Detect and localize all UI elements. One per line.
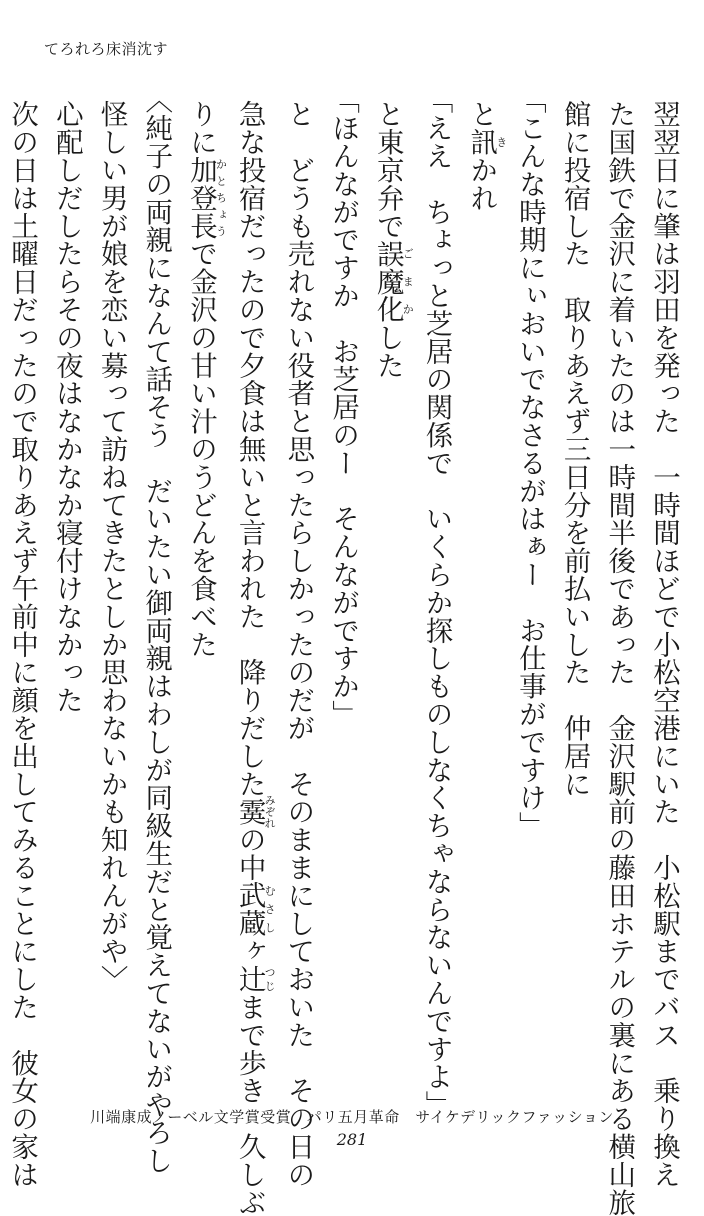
ruby-annotation (371, 295, 415, 324)
text-segment: 館に投宿した 取りあえず三日分を前払いした 仲居に (558, 100, 591, 798)
ruby-base: 訊 (465, 127, 498, 156)
text-segment: 次の日は土曜日だったので取りあえず午前中に顔を出してみることにした 彼女の家は (6, 100, 39, 1189)
text-line (507, 86, 552, 1100)
text-segment: 〈純子の両親になんて話そう だいたい御両親はわしが同級生だと覚えてないがやろし (140, 86, 173, 1175)
text-line (320, 86, 365, 1100)
ruby-base: 辻 (233, 964, 266, 993)
ruby-base: 加登長 (184, 155, 217, 240)
running-head-title: てろれろ床消沈す (44, 40, 169, 58)
ruby-base: 武蔵 (233, 881, 266, 938)
ruby-base: 化 (371, 295, 404, 324)
ruby-reading: き (494, 127, 508, 156)
ruby-reading: つじ (263, 964, 277, 993)
text-segment: した (371, 323, 404, 380)
text-line (227, 100, 277, 1216)
text-segment: と どうも売れない役者と思ったらしかったのだが そのままにしておいた その日の (282, 100, 315, 1189)
ruby-reading: か (401, 295, 415, 324)
text-segment: 心配しだしたらその夜はなかなか寝付けなかった (50, 100, 83, 714)
text-segment: た国鉄で金沢に着いたのは一時間半後であった 金沢駅前の藤田ホテルの裏にある横山旅 (603, 100, 636, 1216)
text-line (597, 100, 642, 1216)
text-line (552, 100, 597, 1100)
ruby-reading: かとちょう (214, 155, 228, 240)
ruby-annotation (371, 239, 415, 296)
text-line (276, 100, 321, 1189)
ruby-annotation (233, 964, 277, 993)
text-segment: ヶ (233, 937, 266, 965)
text-segment: と (465, 100, 498, 128)
text-segment: りに (184, 100, 217, 156)
ruby-base: 誤魔 (371, 239, 404, 296)
text-line (44, 100, 89, 1100)
text-segment: で金沢の甘い汁のうどんを食べた (184, 239, 217, 659)
footer-series-title: 川端康成ノーベル文学賞受賞 パリ五月革命 サイケデリックファッション (90, 1108, 614, 1126)
ruby-reading: ごま (401, 239, 415, 296)
ruby-annotation (465, 127, 508, 156)
text-line (89, 100, 134, 1100)
text-segment: の中 (233, 825, 266, 882)
text-line (134, 86, 179, 1175)
text-line (458, 100, 507, 1100)
text-line (414, 86, 459, 1119)
text-segment: と東京弁で (371, 100, 404, 240)
text-segment: かれ (465, 155, 498, 212)
text-segment: 急な投宿だったので夕食は無いと言われた 降りだした (233, 100, 266, 798)
ruby-reading: みぞれ (263, 794, 277, 829)
text-segment: まで歩き 久しぶ (233, 992, 266, 1216)
text-line (0, 100, 44, 1189)
text-segment: 「ええ ちょっと芝居の関係で いくらか探しものしなくちゃならないんですよ」 (420, 86, 453, 1119)
ruby-base: 霙 (233, 794, 266, 829)
text-segment: 怪しい男が娘を恋い募って訪ねてきたとしか思わないかも知れんがや〉 (95, 100, 128, 993)
ruby-annotation (233, 881, 277, 938)
page-number: 281 (336, 1130, 368, 1149)
text-segment: 「こんな時期にぃおいでなさるがはぁー お仕事がですけ」 (513, 86, 546, 840)
text-segment: 翌翌日に肇は羽田を発った 一時間ほどで小松空港にいた 小松駅までバス 乗り換え (648, 100, 680, 1189)
text-segment: 「ほんながですか お芝居のー そんながですか」 (327, 86, 360, 728)
ruby-annotation (233, 794, 277, 829)
text-line (641, 100, 686, 1189)
ruby-annotation (184, 155, 228, 240)
text-line (365, 100, 414, 1100)
ruby-reading: むさし (263, 881, 277, 938)
text-line (178, 100, 227, 1100)
